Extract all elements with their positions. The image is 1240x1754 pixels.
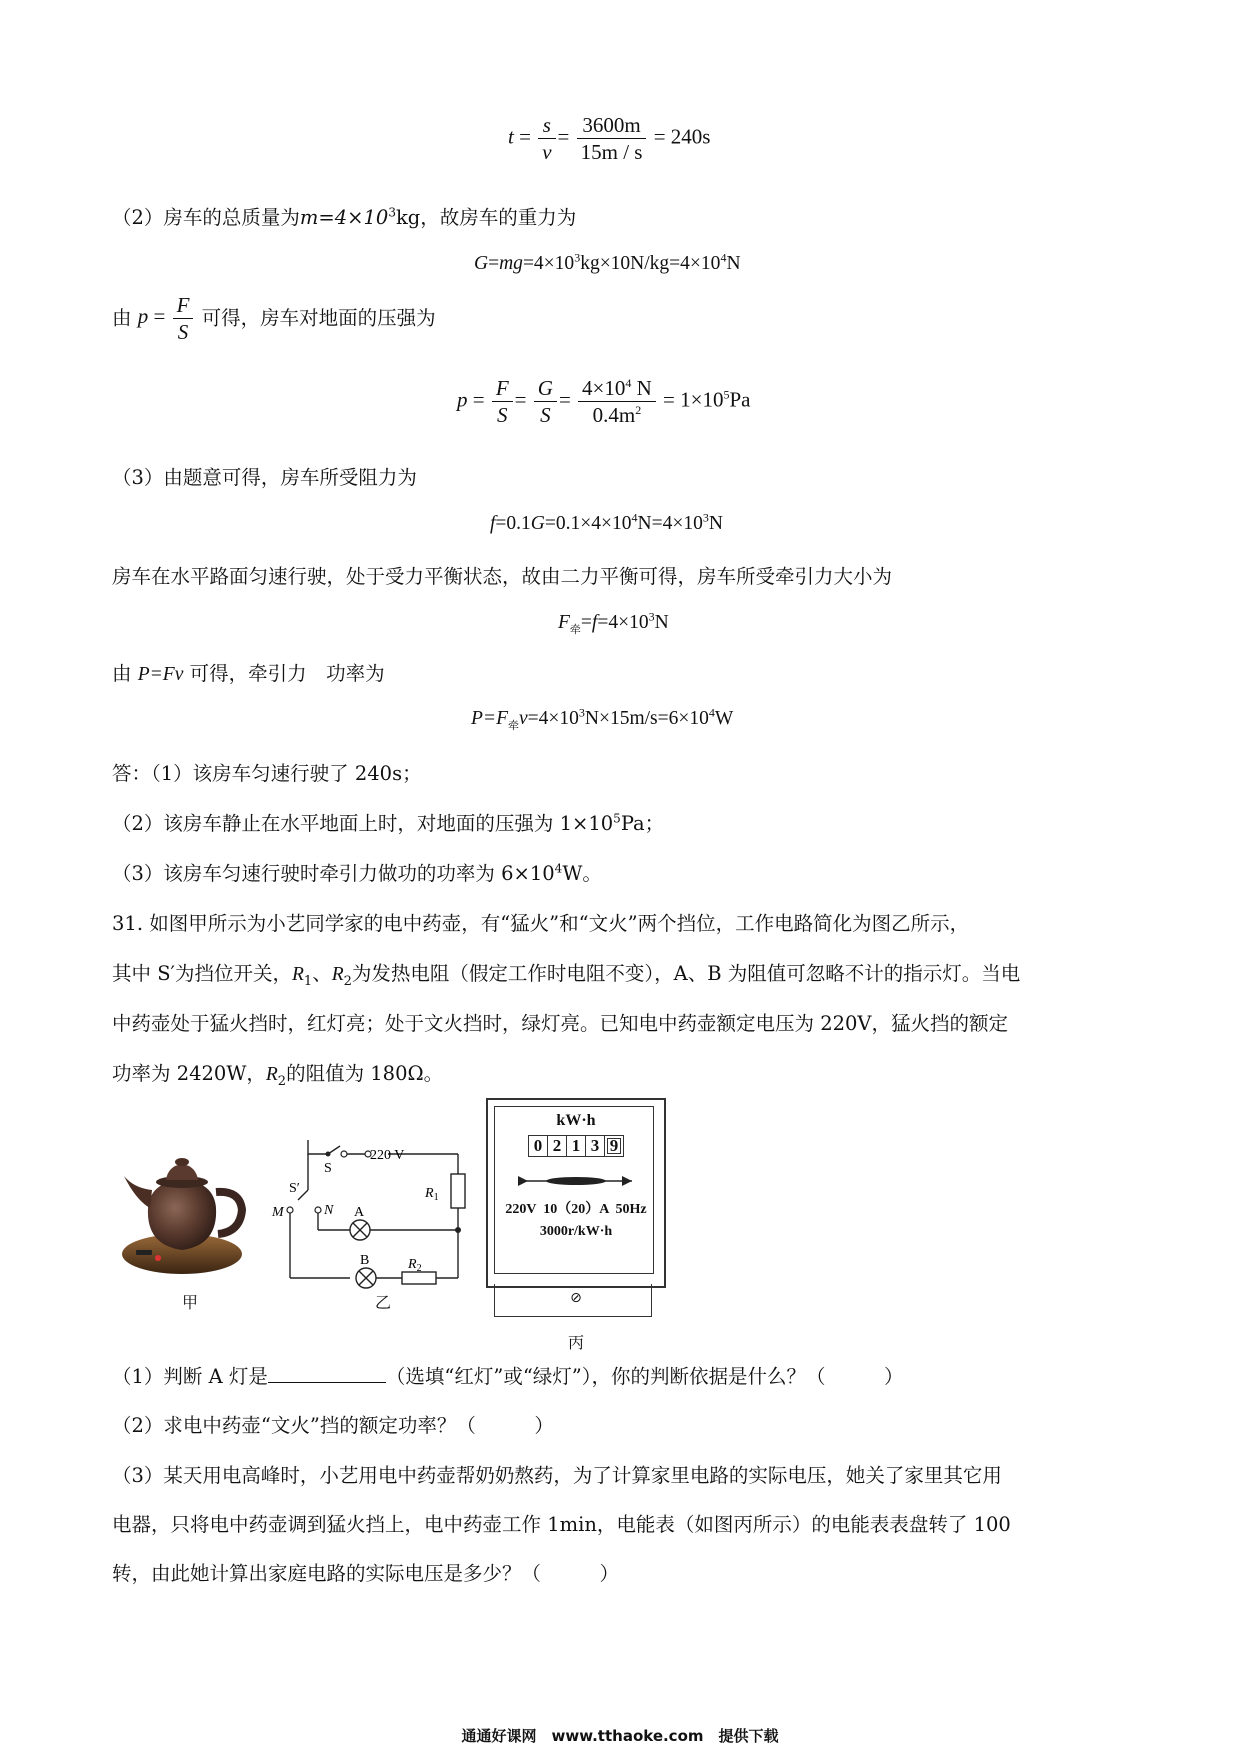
pressure-formula-line: 由 p = $\frac{F}{S}$ 可得，房车对地面的压强为 bbox=[112, 293, 436, 344]
meter-terminal-symbol: ⊘ bbox=[570, 1290, 582, 1306]
balance-text: 房车在水平路面匀速行驶，处于受力平衡状态，故由二力平衡可得，房车所受牵引力大小为 bbox=[112, 565, 893, 588]
meter-digit: 3 bbox=[586, 1136, 605, 1156]
equation-time: t = $\frac{s}{v}$ = $\frac{3600m}{15m / s}$ = 240s bbox=[508, 113, 711, 164]
pressure-formula: p = $\frac{F}{S}$ bbox=[138, 304, 196, 328]
energy-meter bbox=[486, 1098, 666, 1324]
question-31-line1: 31. 如图甲所示为小艺同学家的电中药壶，有“猛火”和“文火”两个挡位，工作电路简化为图乙所示， bbox=[112, 912, 970, 935]
node-n-label: N bbox=[324, 1203, 334, 1218]
power-formula-text: 由 P=Fv 可得，牵引力 功率为 bbox=[112, 662, 385, 685]
fraction-distance-over-speed: $\frac{3600m}{15m / s}$ bbox=[577, 112, 647, 165]
meter-revolutions: 3000r/kW·h bbox=[539, 1224, 613, 1239]
meter-spec: 220V 10（20）A 50Hz bbox=[505, 1202, 647, 1217]
fraction-values: $\frac{4\times 10^4 N}{0.4m^2}$ bbox=[578, 375, 656, 428]
meter-digit: 9 bbox=[605, 1136, 623, 1156]
figure-yi-caption: 乙 bbox=[375, 1293, 392, 1312]
figure-bing-caption: 丙 bbox=[568, 1333, 585, 1352]
fraction-F-S: $\frac{F}{S}$ bbox=[492, 375, 513, 428]
fraction-f-over-s: $\frac{F}{S}$ bbox=[173, 292, 194, 345]
resistor-r2-label: $R_2$ bbox=[408, 1257, 422, 1274]
resistor-r1-label: $R_1$ bbox=[425, 1186, 439, 1203]
equation-gravity: $G=mg=4\times 10^3kg\times 10N/kg=4\times 10^4N$ bbox=[474, 250, 741, 274]
lamp-b-label: B bbox=[360, 1253, 370, 1268]
question-31-line2: 其中 S′为挡位开关，$R_1$、$R_2$为发热电阻（假定工作时电阻不变），A、B 为阻值可忽略不计的指示灯。当电 bbox=[112, 962, 1021, 989]
circuit-diagram bbox=[268, 1130, 468, 1295]
answer-1: 答：（1）该房车匀速行驶了 240s； bbox=[112, 762, 422, 785]
sub-question-3-line3: 转，由此她计算出家庭电路的实际电压是多少？（ ） bbox=[112, 1562, 620, 1585]
page-footer: 通通好课网 www.tthaoke.com 提供下载 bbox=[461, 1727, 779, 1745]
meter-digit: 1 bbox=[567, 1136, 586, 1156]
sub-question-2: （2）求电中药壶“文火”挡的额定功率？（ ） bbox=[112, 1414, 554, 1437]
switch-sprime-label: S′ bbox=[289, 1181, 300, 1196]
figure-jia-caption: 甲 bbox=[182, 1293, 199, 1312]
equation-traction: $F_牵=f=4\times 10^3N$ bbox=[558, 609, 669, 636]
herbal-kettle-illustration bbox=[118, 1150, 256, 1285]
fraction-G-S: $\frac{G}{S}$ bbox=[534, 375, 557, 428]
node-m-label: M bbox=[272, 1205, 284, 1220]
answer-2: （2）该房车静止在水平地面上时，对地面的压强为 $1\times 10^5Pa$； bbox=[112, 811, 665, 835]
answer-3: （3）该房车匀速行驶时牵引力做功的功率为 $6\times 10^4W$。 bbox=[112, 861, 602, 885]
lamp-a-label: A bbox=[354, 1205, 365, 1220]
voltage-label: 220 V bbox=[370, 1148, 405, 1163]
sub-question-3-line2: 电器，只将电中药壶调到猛火挡上，电中药壶工作 1min，电能表（如图丙所示）的电能表表盘转了 100 bbox=[112, 1513, 1011, 1536]
question-31-line4: 功率为 2420W，$R_2$的阻值为 180Ω。 bbox=[112, 1062, 444, 1089]
question-31-line3: 中药壶处于猛火挡时，红灯亮；处于文火挡时，绿灯亮。已知电中药壶额定电压为 220V，猛火挡的额定 bbox=[112, 1012, 1009, 1035]
equation-pressure: p = $\frac{F}{S}$ = $\frac{G}{S}$ = $\frac{4\times 10^4 N}{0.4m^2}$ = $1\times 10^5Pa$ bbox=[457, 376, 751, 427]
sub-question-3-line1: （3）某天用电高峰时，小艺用电中药壶帮奶奶熬药，为了计算家里电路的实际电压，她关了家里其它用 bbox=[112, 1464, 1002, 1487]
meter-digits bbox=[528, 1135, 624, 1157]
meter-unit: kW·h bbox=[556, 1112, 596, 1129]
part3-heading: （3）由题意可得，房车所受阻力为 bbox=[112, 466, 417, 489]
meter-disc-arrow-icon bbox=[514, 1171, 638, 1191]
fraction-s-over-v: $\frac{s}{v}$ bbox=[538, 112, 555, 165]
part2-heading: （2）房车的总质量为$m=4\times 10^3kg$，故房车的重力为 bbox=[112, 205, 577, 229]
switch-s-label: S bbox=[324, 1161, 332, 1176]
answer-blank[interactable] bbox=[268, 1362, 386, 1383]
equation-power: $P=F_牵v=4\times 10^3N\times 15m/s=6\times 10^4W$ bbox=[471, 705, 734, 732]
equation-friction: $f=0.1G=0.1\times 4\times 10^4N=4\times 10^3N$ bbox=[490, 510, 723, 534]
meter-digit: 0 bbox=[529, 1136, 548, 1156]
sub-question-1: （1）判断 A 灯是 （选填“红灯”或“绿灯”），你的判断依据是什么？（ ） bbox=[112, 1362, 904, 1391]
meter-digit: 2 bbox=[548, 1136, 567, 1156]
